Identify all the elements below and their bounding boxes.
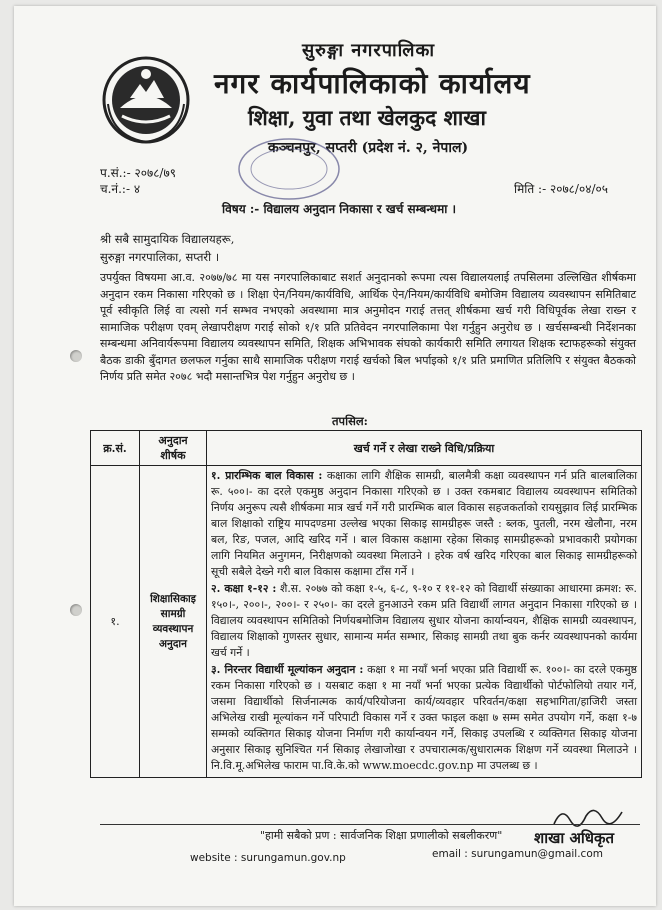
header-grant-head: अनुदान शीर्षक (140, 431, 207, 466)
footer-divider (100, 824, 640, 825)
method-item (211, 468, 637, 580)
punch-hole (70, 604, 82, 616)
header-serial: क्र.सं. (91, 431, 140, 466)
letter-page (14, 6, 656, 906)
reference-number: प.सं.:- २०७८/७९ (100, 166, 176, 180)
row-serial: १. (91, 466, 140, 778)
details-label: तपसिल: (332, 414, 368, 428)
office-name: नगर कार्यपालिकाको कार्यालय (214, 67, 531, 100)
section-name: शिक्षा, युवा तथा खेलकुद शाखा (248, 105, 486, 130)
row-grant-head: शिक्षासिकाइ सामग्री व्यवस्थापन अनुदान (140, 466, 207, 778)
nepal-government-seal-icon (100, 54, 192, 146)
method-item-title: २. कक्षा १-१२ : (211, 582, 277, 595)
dispatch-number: च.नं.:- ४ (100, 182, 141, 196)
body-paragraph: उपर्युक्त विषयमा आ.व. २०७७/७८ मा यस नगरपालिकाबाट सशर्त अनुदानको रूपमा त्यस विद्यालयलाई तपसिलमा उल्लिखित शीर्षकमा अनुदान रकम निकासा गरिएको छ । शिक्षा ऐन/नियम/कार्यविधि, आर्थिक ऐन/नियम/कार्यविधि बमोजिम विद्यालय व्यवस्थापन समितिबाट पूर्व स्वीकृति लिई वा त्यसो गर्न सम्भव नभएको अवस्थामा मात्र अनुमोदन गराई तत्तत् शीर्षकमा खर्च गरी विधिपूर्वक लेखा राख्न र सामाजिक परीक्षण एवम् लेखापरीक्षण गराई सोको १/१ प्रति प्रतिवेदन नगरपालिकामा पेश गर्नुहुन अनुरोध छ । खर्चसम्बन्धी निर्देशनका सम्बन्धमा अनिवार्यरूपमा विद्यालय व्यवस्थापन समिति, शिक्षक अभिभावक संघको कार्यकारी समिति लगायत शिक्षक स्टाफहरूको संयुक्त बैठक डाकी बुँदागत छलफल गर्नुका साथै सामाजिक परीक्षण गराई खर्चको बिल भर्पाइको १/१ प्रति प्रमाणित प्रतिलिपि र संयुक्त बैठकको निर्णय प्रति समेत २०७८ भदौ मसान्तभित्र पेश गर्नुहुन अनुरोध छ । (100, 271, 636, 383)
recipient-line: श्री सबै सामुदायिक विद्यालयहरू, (100, 232, 235, 246)
method-item (211, 581, 637, 661)
office-address: कञ्चनपुर, सप्तरी (प्रदेश नं. २, नेपाल) (268, 140, 469, 156)
method-item (211, 662, 637, 774)
method-item-text: कक्षा १ मा नयाँ भर्ना भएका प्रति विद्यार्थी रू. १००।- का दरले एकमुष्ठ रकम निकासा गरिएको छ । यसबाट कक्षा १ मा नयाँ भर्ना भएका प्रत्येक विद्यार्थीको पोर्टफोलियो तयार गर्ने, जसमा विद्यार्थीको सिर्जनात्मक कार्य/परियोजना कार्य/व्यवहार परिवर्तन/कक्षा सहभागिता/हाजिरी जस्ता अभिलेख राखी मूल्यांकन गर्ने परिपाटी विकास गर्ने र उक्त फाइल कक्षा ७ सम्म समेत उपयोग गर्ने, कक्षा १-७ सम्मको व्यक्तिगत सिकाइ योजना निर्माण गरी कार्यान्वयन गर्ने, सिकाइ उपलब्धि र व्यक्तिगत सिकाइ योजना अनुसार सिकाइ सुनिश्चित गर्न सिकाइ लेखाजोखा र उपचारात्मक/सुधारात्मक शिक्षण गर्ने व्यवस्था मिलाउने । नि.वि.मू.अभिलेख फाराम पा.वि.के.को www.moecdc.gov.np मा उपलब्ध छ । (211, 663, 638, 772)
office-stamp-icon (234, 134, 344, 204)
footer-slogan: "हामी सबैको प्रण : सार्वजनिक शिक्षा प्रणालीको सबलीकरण" (260, 829, 503, 842)
recipient-address: सुरुङ्गा नगरपालिका, सप्तरी । (100, 250, 220, 264)
table-header-row (91, 431, 642, 466)
method-item-title: १. प्रारम्भिक बाल विकास : (211, 469, 323, 482)
method-item-text: शै.स. २०७७ को कक्षा १-५, ६-८, ९-१० र ११-१२ को विद्यार्थी संख्याका आधारमा क्रमश: रू. १५०।-, २००।-, २००।- र २५०।- का दरले हुनआउने रकम प्रति विद्यार्थी लागत अनुदान निकासा गरिएको छ । विद्यालय व्यवस्थापन समितिको निर्णयबमोजिम विद्यालय सुधार योजना कार्यान्वयन, शैक्षिक सामग्री व्यवस्थापन, विद्यालय शिक्षाको गुणस्तर सुधार, सामान्य मर्मत सम्भार, सिकाइ सामग्री तथा बुक कर्नर व्यवस्थापनको कार्यमा खर्च गर्ने । (211, 582, 637, 659)
header-method: खर्च गर्ने र लेखा राख्ने विधि/प्रक्रिया (207, 431, 642, 466)
municipality-name: सुरुङ्गा नगरपालिका (302, 40, 435, 61)
method-item-text: कक्षाका लागि शैक्षिक सामग्री, बालमैत्री कक्षा व्यवस्थापन गर्न प्रति बालबालिका रू. ५००।- का दरले एकमुष्ठ अनुदान निकासा गरिएको छ । उक्त रकमबाट विद्यालय व्यवस्थापन समितिको निर्णय अनुरूप त्यसै शीर्षकमा मात्र खर्च गर्ने गरी प्रारम्भिक बाल विकास सहजकर्ताको रायसुझाव लिई प्रारम्भिक बाल शिक्षाको राष्ट्रिय मापदण्डमा उल्लेख भएका सिकाइ सामग्रीहरू जस्तै : ब्लक, पुतली, नरम खेलौना, नरम बल, रिङ, पजल, आदि खरिद गर्ने । बाल विकास कक्षामा रहेका सिकाइ सामग्रीहरूको प्रभावकारी प्रयोगका लागि नियमित अनुगमन, निरीक्षणको व्यवस्था मिलाउने । हरेक वर्ष खरिद गरिएका बाल सिकाइ सामग्रीहरूको सूची सबैले देख्ने गरी बाल विकास कक्षामा टाँस गर्ने । (211, 469, 637, 578)
grant-details-table (90, 430, 642, 778)
footer-website: website : surungamun.gov.np (190, 852, 346, 864)
letter-date: मिति :- २०७८/०४/०५ (514, 182, 608, 196)
method-item-title: ३. निरन्तर विद्यार्थी मूल्यांकन अनुदान : (211, 663, 364, 676)
table-row (91, 466, 642, 778)
row-method (207, 466, 642, 778)
footer-email: email : surungamun@gmail.com (432, 848, 603, 860)
letter-subject: विषय :- विद्यालय अनुदान निकासा र खर्च सम्बन्धमा । (222, 202, 457, 216)
punch-hole (70, 350, 82, 362)
signatory-title: शाखा अधिकृत (534, 829, 615, 847)
